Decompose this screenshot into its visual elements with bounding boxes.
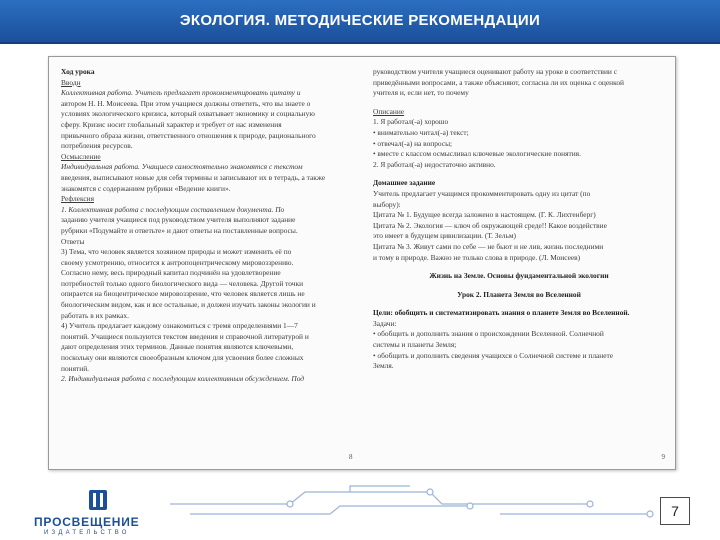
- right-page-number: 9: [661, 453, 665, 461]
- slide-number-badge: 7: [660, 497, 690, 525]
- text-line: • вместе с классом осмысливал ключевые экологические понятия.: [373, 149, 581, 159]
- text-line: Ответы: [61, 236, 85, 246]
- text-line: Описание: [373, 106, 405, 116]
- text-line: автором Н. Н. Моисеева. При этом учащиеся должны ответить, что вы знаете о: [61, 98, 311, 108]
- right-page-column: [373, 67, 665, 372]
- text-line: выбору):: [373, 199, 401, 209]
- text-line: 4) Учитель предлагает каждому ознакомиться с тремя определениями 1—7: [61, 321, 298, 331]
- text-line: своему усмотрению, относится к антропоцентрическому мировоззрению.: [61, 257, 294, 267]
- text-line: системы и планеты Земля;: [373, 340, 457, 350]
- text-line: • внимательно читал(-а) текст;: [373, 127, 469, 137]
- text-line: руководством учителя учащиеся оценивают работу на уроке в соответствии с: [373, 67, 618, 76]
- paragraph-gap: [373, 263, 665, 271]
- text-line: Задачи:: [373, 318, 397, 328]
- paragraph-gap: [373, 300, 665, 308]
- text-line: дают определения этих терминов. Данные понятия являются ключевыми,: [61, 342, 294, 352]
- text-line: учителя и, если нет, то почему: [373, 88, 469, 98]
- text-line: поскольку они являются своеобразным ключом для усвоения более сложных: [61, 353, 304, 363]
- text-line: Учитель предлагает учащимся прокомментировать одну из цитат (по: [373, 188, 591, 198]
- left-page-column: [61, 67, 353, 385]
- paragraph-gap: [373, 170, 665, 178]
- text-line: знакомятся с содержанием рубрики «Ведение книги».: [61, 183, 231, 193]
- text-line: Ход урока: [61, 67, 95, 76]
- text-line: 2. Я работал(-а) недостаточно активно.: [373, 159, 496, 169]
- text-line: Домашнее задание: [373, 178, 436, 188]
- text-line: опирается на биоцентрическое мировоззрение, что человек является лишь не: [61, 289, 305, 299]
- slide-title: ЭКОЛОГИЯ. МЕТОДИЧЕСКИЕ РЕКОМЕНДАЦИИ: [179, 12, 541, 29]
- text-line: понятий.: [61, 363, 89, 373]
- text-line: это имеет в будущем цивилизации. (Т. Зельм): [373, 231, 516, 241]
- text-line: Земля.: [373, 361, 394, 371]
- paragraph-gap: [373, 99, 665, 107]
- text-line: Цели: обобщить и систематизировать знания о планете Земля во Вселенной.: [373, 308, 630, 318]
- text-line: Жизнь на Земле. Основы фундаментальной экологии: [429, 271, 609, 281]
- text-line: Вводн: [61, 77, 81, 87]
- text-line: 2. Индивидуальная работа с последующим коллективным обсуждением. Под: [61, 374, 305, 384]
- document-scan: [48, 56, 676, 470]
- text-line: условиях экологического кризиса, который охватывает экономику и социальную: [61, 109, 315, 119]
- publisher-logo-icon: [86, 488, 110, 512]
- text-line: потребностей только одного биологического вида — человека. Другой точки: [61, 278, 304, 288]
- publisher-logo-text: ПРОСВЕЩЕНИЕ: [34, 515, 140, 529]
- text-line: Индивидуальная работа. Учащиеся самостоятельно знакомятся с текстом: [61, 162, 303, 172]
- text-line: введения, выписывают новые для себя термины и записывают их в тетрадь, а также: [61, 172, 326, 182]
- text-line: привычного образа жизни, ответственного отношения к природе, рационального: [61, 130, 316, 140]
- text-line: Цитата № 1. Будущее всегда заложено в настоящем. (Г. К. Лихтенберг): [373, 210, 596, 220]
- text-line: 1. Коллективная работа с последующим составлением документа. По: [61, 204, 285, 214]
- text-line: Цитата № 2. Экология — ключ об окружающей среде!! Какое воздействие: [373, 220, 607, 230]
- text-line: Рефлексия: [61, 194, 94, 204]
- text-line: • обобщить и дополнить сведения учащихся о Солнечной системе и планете: [373, 350, 614, 360]
- text-line: заданию учителя учащиеся под руководством учителя выполняют задание: [61, 215, 296, 225]
- text-line: работать в их рамках.: [61, 310, 129, 320]
- text-line: биологическим видом, как и все остальные, и должен изучать законы экологии и: [61, 300, 316, 310]
- title-banner: [0, 0, 720, 44]
- text-line: и тому в природе. Важно не только слова в природе. (Л. Моисеев): [373, 252, 581, 262]
- text-line: 3) Тема, что человек является хозяином природы и может изменить её по: [61, 247, 292, 257]
- text-line: рубрики «Подумайте и ответьте» и дают ответы на поставленные вопросы.: [61, 225, 298, 235]
- left-page-number: 8: [349, 453, 353, 461]
- text-line: Урок 2. Планета Земля во Вселенной: [457, 289, 581, 299]
- text-line: понятий. Учащиеся пользуются текстом введения и справочной литературой и: [61, 331, 309, 341]
- text-line: • обобщить и дополнить знания о происхождении Вселенной. Солнечной: [373, 329, 604, 339]
- publisher-logo-subtext: ИЗДАТЕЛЬСТВО: [44, 530, 130, 536]
- text-line: сферу. Кризис носит глобальный характер и требует от нас изменения: [61, 119, 282, 129]
- text-line: Осмысление: [61, 151, 101, 161]
- circuit-decoration: [170, 484, 670, 524]
- text-line: потребления ресурсов.: [61, 141, 133, 151]
- text-line: Коллективная работа. Учитель предлагает прокомментировать цитату и: [61, 88, 301, 98]
- text-line: приведёнными вопросами, а также объясняют, согласна ли их оценка с оценкой: [373, 77, 624, 87]
- text-line: Цитата № 3. Живут сами по себе — не бьют и не лив, жизнь последними: [373, 241, 604, 251]
- paragraph-gap: [373, 282, 665, 290]
- text-line: 1. Я работал(-а) хорошо: [373, 117, 449, 127]
- text-line: Согласно нему, весь природный капитал подчинён на удовлетворение: [61, 268, 281, 278]
- text-line: • отвечал(-а) на вопросы;: [373, 138, 453, 148]
